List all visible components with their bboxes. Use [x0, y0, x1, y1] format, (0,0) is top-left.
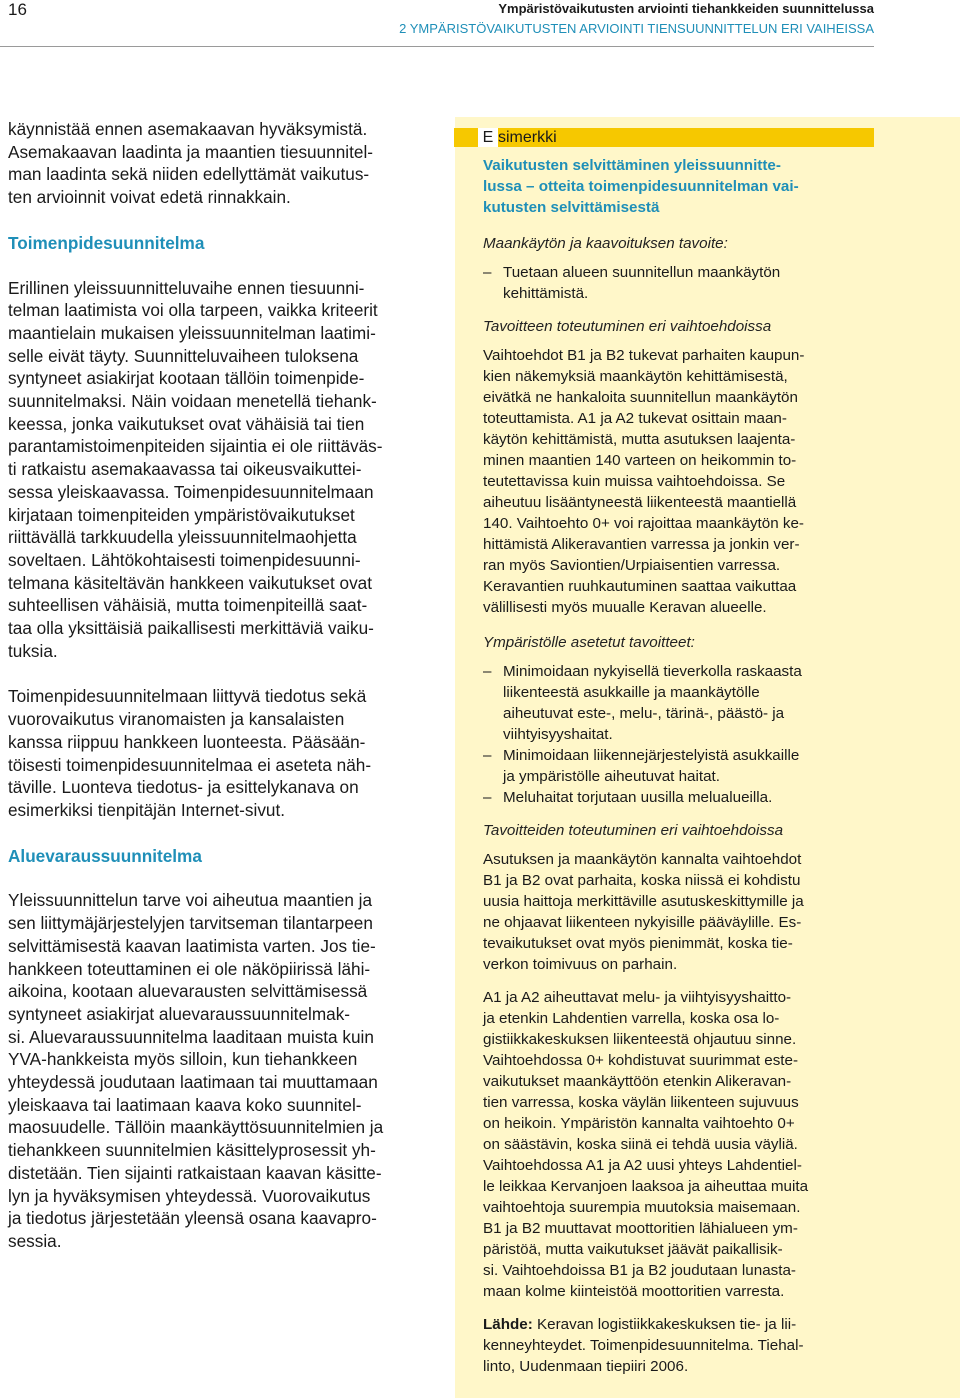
example-title [483, 155, 851, 219]
text-line: maan kolme kiinteistöä moottoritien varresta. [483, 1282, 785, 1300]
text-line: Keravan logistiikkakeskuksen tie- ja lii- [532, 1315, 797, 1333]
list-item [483, 787, 851, 808]
running-header [399, 0, 874, 40]
text-line: vuorovaikutus viranomaisten ja kansalaisten [8, 709, 345, 730]
list-item [483, 661, 851, 745]
text-line: selvittämisestä kaavan laatimista varten. Jos tie- [8, 935, 376, 956]
text-line: tevaikutukset ovat myös pienimmät, koska tie- [483, 934, 793, 952]
text-line: telman laatimista voi olla tarpeen, vaikka kriteerit [8, 300, 378, 321]
chapter-title: 2 YMPÄRISTÖVAIKUTUSTEN ARVIOINTI TIENSUUNNITTELUN ERI VAIHEISSA [399, 21, 874, 36]
example-source [483, 1314, 851, 1377]
section-heading-toimenpidesuunnitelma: Toimenpidesuunnitelma [8, 232, 205, 253]
text-line: toteuttamista. A1 ja A2 tukevat osittain maan- [483, 409, 787, 427]
text-line: distetään. Tien sijainti ratkaistaan kaavan käsitte- [8, 1162, 382, 1183]
text-line: yhteydessä joudutaan laatimaan tai muuttamaan [8, 1072, 378, 1093]
text-line: ja ympäristölle aiheutuvat haitat. [503, 767, 720, 785]
text-line: Minimoidaan liikennejärjestelyistä asukkaille [503, 746, 800, 764]
text-line: Minimoidaan nykyisellä tieverkolla raskaasta [503, 662, 802, 680]
list-item [483, 745, 851, 787]
text-line: uusia haittoja merkittäville asutuskeskittymille ja [483, 892, 804, 910]
text-line: on säästävin, koska siinä ei tehdä uusia väyliä. [483, 1135, 798, 1153]
text-line: eivätkä ne hankaloita suunnitellun maankäytön [483, 388, 798, 406]
example-subheading-environment-goals: Ympäristölle asetetut tavoitteet: [483, 633, 695, 651]
text-line: töisesti toimenpidesuunnitelmaa ei aseteta näh- [8, 754, 372, 775]
text-line: hankkeen toteuttaminen ei ole näköpiirissä lähi- [8, 958, 371, 979]
paragraph-aluevaraussuunnitelma [8, 889, 422, 1252]
text-line: Vaikutusten selvittäminen yleissuunnitte- [483, 157, 781, 174]
example-paragraph-housing [483, 849, 851, 975]
text-line: kenneyhteydet. Toimenpidesuunnitelma. Tiehal- [483, 1336, 804, 1354]
text-line: suunnitelmaksi. Näin voidaan menetellä tiehank- [8, 391, 377, 412]
example-subheading-goal-realization: Tavoitteen toteutuminen eri vaihtoehdoissa [483, 317, 772, 335]
text-line: käynnistää ennen asemakaavan hyväksymistä. [8, 119, 368, 139]
text-line: ja etenkin Lahdentien varrella, koska osa lo- [483, 1009, 780, 1027]
text-line: minen maantien 140 varteen on heikommin to- [483, 451, 797, 469]
example-label-initial: E [478, 128, 498, 147]
text-line: le leikkaa Kervanjoen laaksoa ja aiheuttaa muita [483, 1177, 809, 1195]
text-line: Erillinen yleissuunnitteluvaihe ennen tiesuunni- [8, 277, 365, 298]
text-line: kanssa riippuu hankkeen luonteesta. Pääsään- [8, 731, 366, 752]
text-line: YVA-hankkeista myös silloin, kun tiehankkeen [8, 1049, 358, 1070]
text-line: teutettavissa kuin muissa vaihtoehdoissa. Se [483, 472, 786, 490]
text-line: lussa – otteita toimenpidesuunnitelman vai- [483, 178, 799, 196]
left-column [8, 118, 422, 1253]
text-line: linto, Uudenmaan tiepiiri 2006. [483, 1357, 689, 1375]
text-line: maosuudelle. Tällöin maankäyttösuunnitelmien ja [8, 1117, 384, 1138]
text-line: si. Vaihtoehdoissa B1 ja B2 joudutaan lunasta- [483, 1261, 796, 1279]
section-heading-aluevaraussuunnitelma: Aluevaraussuunnitelma [8, 845, 202, 866]
text-line: viihtyisyyshaitat. [503, 725, 613, 743]
text-line: taa olla yksittäisiä paikallisesti merkittäviä vaiku- [8, 618, 374, 639]
example-subheading-land-use-goal: Maankäytön ja kaavoituksen tavoite: [483, 234, 728, 252]
text-line: esimerkiksi tienpitäjän Internet-sivut. [8, 799, 286, 820]
list-item [483, 262, 851, 304]
example-paragraph-land-use [483, 345, 851, 618]
text-line: B1 ja B2 muuttavat moottoritien lähialueen ym- [483, 1219, 798, 1237]
text-line: liikenteestä asukkaille ja maankäytölle [503, 683, 760, 701]
text-line: verkon toimivuus on parhain. [483, 955, 678, 973]
text-line: vaikutukset maankäyttöön etenkin Alikeravan- [483, 1072, 792, 1090]
text-line: kutusten selvittämisestä [483, 199, 660, 217]
text-line: Vaihtoehdossa A1 ja A2 uusi yhteys Lahdentiel- [483, 1156, 802, 1174]
text-line: välillisesti myös muualle Keravan alueelle. [483, 598, 767, 616]
text-line: ne ohjaavat liikenteen nykyisille pääväylille. Es- [483, 913, 802, 931]
text-line: Yleissuunnittelun tarve voi aiheutua maantien ja [8, 890, 373, 911]
text-line: Vaihtoehdot B1 ja B2 tukevat parhaiten kaupun- [483, 346, 805, 364]
text-line: ten arvioinnit voivat edetä rinnakkain. [8, 187, 291, 208]
text-line: suhteellisen vähäisiä, mutta toimenpiteillä saat- [8, 595, 368, 616]
example-content [483, 155, 851, 1377]
text-line: on heikoin. Ympäristön kannalta vaihtoehto 0+ [483, 1114, 795, 1132]
text-line: hittämistä Alikeravantien varressa ja jonkin ver- [483, 535, 800, 553]
page-number: 16 [8, 0, 27, 19]
text-line: tien varressa, koska väylän liikenteen sujuvuus [483, 1093, 799, 1111]
text-line: sessia. [8, 1230, 62, 1251]
text-line: keessa, jonka vaikutukset ovat vähäisiä tai tien [8, 413, 365, 434]
text-line: Toimenpidesuunnitelmaan liittyvä tiedotus sekä [8, 686, 367, 707]
text-line: ran myös Saviontien/Urpiaisentien varressa. [483, 556, 781, 574]
text-line: riittävällä tarkkuudella yleissuunnitelmaohjetta [8, 527, 357, 548]
text-line: Asutuksen ja maankäytön kannalta vaihtoehdot [483, 850, 802, 868]
text-line: tiehankkeen suunnitelmien käsittelyprosessit yh- [8, 1140, 376, 1161]
text-line: yleiskaava tai laatimaan kaava koko suunnitel- [8, 1094, 362, 1115]
text-line: telmana käsiteltävän hankkeen vaikutukset ovat [8, 572, 373, 593]
text-line: Vaihtoehdossa 0+ kohdistuvat suurimmat este- [483, 1051, 799, 1069]
example-subheading-goals-realization: Tavoitteiden toteutuminen eri vaihtoehdoissa [483, 821, 784, 839]
source-label: Lähde: [483, 1315, 533, 1333]
text-line: aikoina, kootaan aluevarausten selvittämisessä [8, 981, 368, 1002]
text-line: parantamistoimenpiteiden sijaintia ei ole riittäväs- [8, 436, 383, 457]
text-line: Meluhaitat torjutaan uusilla melualueilla. [503, 788, 773, 806]
text-line: Keravantien ruuhkautuminen saattaa vaikuttaa [483, 577, 797, 595]
text-line: B1 ja B2 ovat parhaita, koska niissä ei kohdistu [483, 871, 801, 889]
text-line: käytön kehittämistä, mutta asutuksen laajenta- [483, 430, 796, 448]
text-line: syntyneet asiakirjat kootaan tällöin toimenpide- [8, 368, 365, 389]
text-line: aiheutuvat este-, melu-, tärinä-, päästö- ja [503, 704, 785, 722]
text-line: Tuetaan alueen suunnitellun maankäytön [503, 263, 781, 281]
text-line: ja tiedotus järjestetään yleensä osana kaavapro- [8, 1208, 377, 1229]
text-line: päristöä, mutta vaikutukset jäävät paikallisik- [483, 1240, 783, 1258]
text-line: täville. Luonteva tiedotus- ja esittelykanava on [8, 777, 359, 798]
text-line: aiheutuu lisääntyneestä liikenteestä maantiellä [483, 493, 797, 511]
text-line: selle eivät täyty. Suunnitteluvaiheen tuloksena [8, 345, 359, 366]
text-line: 140. Vaihtoehto 0+ voi rajoittaa maankäytön ke- [483, 514, 804, 532]
text-line: syntyneet asiakirjat aluevaraussuunnitelmak- [8, 1003, 351, 1024]
text-line: ti ratkaistu asemakaavassa tai oikeusvaikuttei- [8, 459, 362, 480]
header-rule [0, 46, 874, 47]
example-list-land-use [483, 262, 851, 304]
text-line: lyn ja hyväksymisen yhteydessä. Vuorovaikutus [8, 1185, 371, 1206]
example-label-text: simerkki [498, 129, 557, 146]
text-line: man laadinta sekä niiden edellyttämät vaikutus- [8, 164, 370, 185]
intro-paragraph [8, 118, 422, 209]
text-line: sen liittymäjärjestelyjen tarvitseman tilantarpeen [8, 913, 373, 934]
text-line: soveltaen. Lähtökohtaisesti toimenpidesuunni- [8, 549, 361, 570]
text-line: Asemakaavan laadinta ja maantien tiesuunnitel- [8, 141, 373, 162]
text-line: si. Aluevaraussuunnitelma laaditaan muista kuin [8, 1026, 374, 1047]
publication-title: Ympäristövaikutusten arviointi tiehankkeiden suunnittelussa [498, 1, 874, 16]
text-line: kien näkemyksiä maankäytön kehittämisestä, [483, 367, 788, 385]
paragraph-toimenpidesuunnitelma-1 [8, 277, 422, 663]
text-line: sessa yleiskaavassa. Toimenpidesuunnitelmaan [8, 481, 374, 502]
text-line: vaihtoehtoja suurempia muutoksia maisemaan. [483, 1198, 801, 1216]
text-line: kirjataan toimenpiteiden ympäristövaikutukset [8, 504, 355, 525]
text-line: kehittämistä. [503, 284, 589, 302]
text-line: A1 ja A2 aiheuttavat melu- ja viihtyisyyshaitto- [483, 988, 792, 1006]
text-line: maantielain mukaisen yleissuunnitelman laatimi- [8, 322, 376, 343]
paragraph-toimenpidesuunnitelma-2 [8, 685, 422, 821]
text-line: tuksia. [8, 640, 58, 661]
example-list-environment [483, 661, 851, 808]
text-line: gistiikkakeskuksen liikenteestä ohjautuu sinne. [483, 1030, 797, 1048]
example-paragraph-impacts [483, 987, 851, 1302]
example-label-bar [454, 128, 874, 147]
